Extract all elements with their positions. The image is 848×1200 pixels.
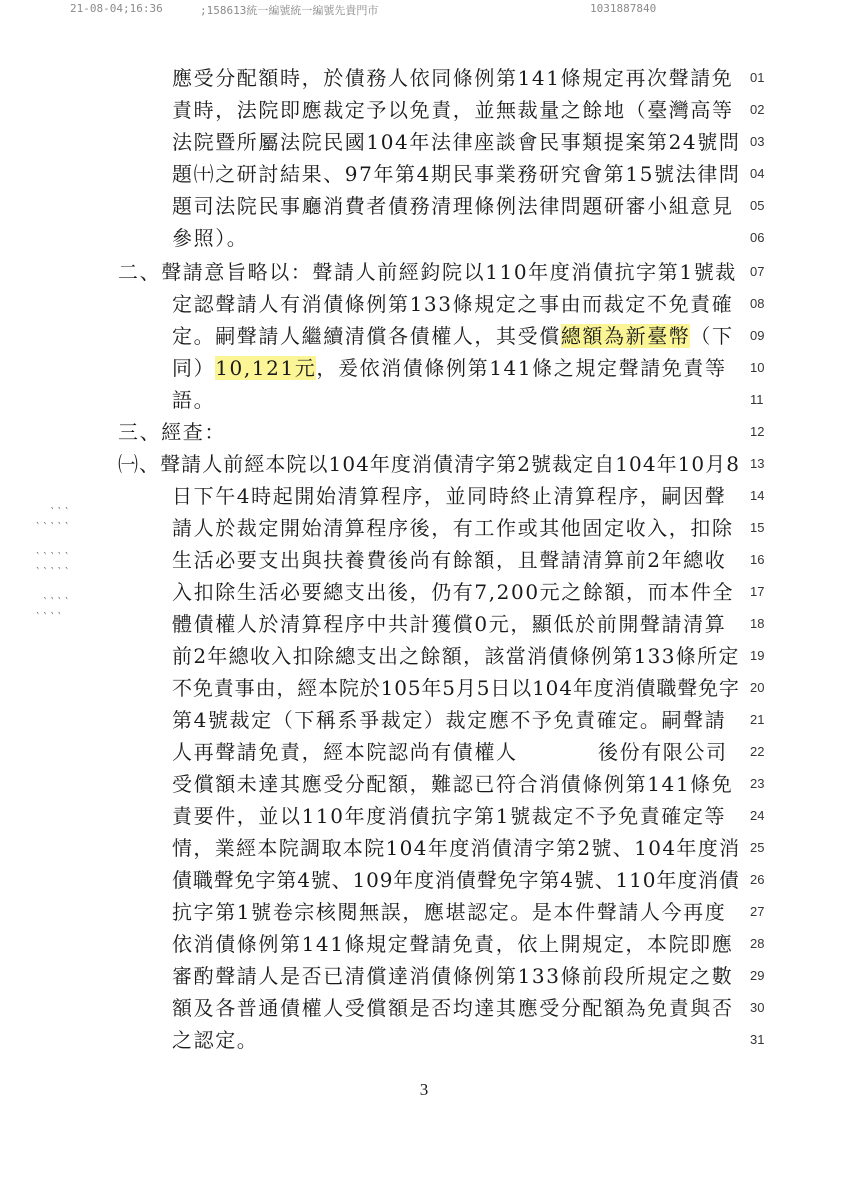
line-text: 第4號裁定（下稱系爭裁定）裁定應不予免責確定。嗣聲請 xyxy=(172,708,727,732)
line-text: 依消債條例第141條規定聲請免責，依上開規定，本院即應 xyxy=(172,932,734,956)
document-line xyxy=(0,320,848,352)
line-text: 定認聲請人有消債條例第133條規定之事由而裁定不免責確 xyxy=(172,292,734,316)
line-number: 10 xyxy=(750,360,765,375)
line-number: 17 xyxy=(750,584,765,599)
line-number: 01 xyxy=(750,70,765,85)
document-line xyxy=(0,1024,848,1056)
highlighted-amount: 10,121元 xyxy=(215,356,317,380)
fax-header-right: 1031887840 xyxy=(590,2,657,15)
document-line xyxy=(0,736,848,768)
page-number: 3 xyxy=(419,1080,429,1099)
line-text-after: ，爰依消債條例第141條之規定聲請免責等 xyxy=(316,356,727,380)
line-text: 語。 xyxy=(172,388,216,412)
line-text-before: 同） xyxy=(172,356,216,380)
document-line xyxy=(0,832,848,864)
line-text: 入扣除生活必要總支出後，仍有7,200元之餘額，而本件全 xyxy=(172,580,735,604)
document-line xyxy=(0,640,848,672)
line-text: 法院暨所屬法院民國104年法律座談會民事類提案第24號問 xyxy=(172,130,741,154)
document-line xyxy=(0,94,848,126)
document-line xyxy=(0,864,848,896)
line-number: 12 xyxy=(750,424,765,439)
line-number: 06 xyxy=(750,230,765,245)
line-number: 18 xyxy=(750,616,765,631)
line-number: 26 xyxy=(750,872,765,887)
line-number: 30 xyxy=(750,1000,765,1015)
document-line xyxy=(0,544,848,576)
document-line xyxy=(0,158,848,190)
line-text: 二、聲請意旨略以：聲請人前經鈞院以110年度消債抗字第1號裁 xyxy=(118,260,737,284)
document-line xyxy=(0,768,848,800)
line-text: 責時，法院即應裁定予以免責，並無裁量之餘地（臺灣高等 xyxy=(172,98,734,122)
line-text: 情，業經本院調取本院104年度消債清字第2號、104年度消 xyxy=(172,836,741,860)
line-text: 之認定。 xyxy=(172,1028,259,1052)
line-text: 審酌聲請人是否已清償達消債條例第133條前段所規定之數 xyxy=(172,964,734,988)
line-number: 07 xyxy=(750,264,765,279)
document-line xyxy=(0,800,848,832)
line-text: 債職聲免字第4號、109年度消債聲免字第4號、110年度消債 xyxy=(172,868,740,892)
line-number: 29 xyxy=(750,968,765,983)
line-number: 04 xyxy=(750,166,765,181)
line-text: 體債權人於清算程序中共計獲償0元，顯低於前開聲請清算 xyxy=(172,612,727,636)
line-text: 請人於裁定開始清算程序後，有工作或其他固定收入，扣除 xyxy=(172,516,734,540)
line-number: 25 xyxy=(750,840,765,855)
line-number: 20 xyxy=(750,680,765,695)
line-number: 13 xyxy=(750,456,765,471)
line-text: 額及各普通債權人受償額是否均達其應受分配額為免責與否 xyxy=(172,996,734,1020)
document-line xyxy=(0,190,848,222)
line-number: 23 xyxy=(750,776,765,791)
document-line xyxy=(0,512,848,544)
highlighted-text: 總額為新臺幣 xyxy=(560,324,691,348)
document-line xyxy=(0,608,848,640)
line-text-after: 後份有限公司 xyxy=(598,740,728,764)
line-text: 生活必要支出與扶養費後尚有餘額，且聲請清算前2年總收 xyxy=(172,548,727,572)
line-text-before: 定。嗣聲請人繼續清償各債權人，其受償 xyxy=(172,324,561,348)
line-text xyxy=(172,352,727,384)
document-line xyxy=(0,480,848,512)
document-line xyxy=(0,448,848,480)
line-number: 31 xyxy=(750,1032,765,1047)
document-line xyxy=(0,992,848,1024)
document-line xyxy=(0,896,848,928)
line-text: 責要件，並以110年度消債抗字第1號裁定不予免責確定等 xyxy=(172,804,727,828)
line-number: 16 xyxy=(750,552,765,567)
document-line xyxy=(0,960,848,992)
line-number: 09 xyxy=(750,328,765,343)
document-line xyxy=(0,256,848,288)
line-number: 24 xyxy=(750,808,765,823)
line-number: 22 xyxy=(750,744,765,759)
line-number: 27 xyxy=(750,904,765,919)
line-number: 15 xyxy=(750,520,765,535)
document-line xyxy=(0,416,848,448)
document-line xyxy=(0,672,848,704)
line-number: 19 xyxy=(750,648,765,663)
line-text: 前2年總收入扣除總支出之餘額，該當消債條例第133條所定 xyxy=(172,644,740,668)
document-line xyxy=(0,576,848,608)
document-line xyxy=(0,704,848,736)
line-text: 抗字第1號卷宗核閱無誤，應堪認定。是本件聲請人今再度 xyxy=(172,900,727,924)
line-number: 28 xyxy=(750,936,765,951)
document-line xyxy=(0,62,848,94)
document-line xyxy=(0,928,848,960)
fax-header-left: 21-08-04;16:36 xyxy=(70,2,163,15)
line-text: 題㈩之研討結果、97年第4期民事業務研究會第15號法律問 xyxy=(172,162,741,186)
line-number: 11 xyxy=(750,392,764,407)
line-text: ㈠、聲請人前經本院以104年度消債清字第2號裁定自104年10月8 xyxy=(118,452,741,476)
line-text: 題司法院民事廳消費者債務清理條例法律問題研審小組意見 xyxy=(172,194,734,218)
line-number: 02 xyxy=(750,102,765,117)
line-text: 受償額未達其應受分配額，難認已符合消債條例第141條免 xyxy=(172,772,734,796)
line-text-before: 人再聲請免責，經本院認尚有債權人 xyxy=(172,740,518,764)
document-line xyxy=(0,384,848,416)
line-text: 不免責事由，經本院於105年5月5日以104年度消債職聲免字 xyxy=(172,676,740,700)
line-text: 三、經查： xyxy=(118,420,226,444)
document-line xyxy=(0,126,848,158)
line-text: 參照）。 xyxy=(172,226,249,250)
binding-hole-marks: ‵‵‵ ‵‵‵‵‵ ‵‵‵‵‵ ‵‵‵‵‵ ‵‵‵‵ ‵‵‵‵ xyxy=(34,505,71,624)
document-line xyxy=(0,222,848,254)
fax-header-middle: ;158613統一編號統一編號先貴門市 xyxy=(200,4,379,17)
line-text: 日下午4時起開始清算程序，並同時終止清算程序，嗣因聲 xyxy=(172,484,727,508)
document-line xyxy=(0,288,848,320)
line-number: 14 xyxy=(750,488,765,503)
line-number: 03 xyxy=(750,134,765,149)
document-line xyxy=(0,352,848,384)
line-text: 應受分配額時，於債務人依同條例第141條規定再次聲請免 xyxy=(172,66,734,90)
line-text-after: （下 xyxy=(690,324,734,348)
line-number: 05 xyxy=(750,198,765,213)
line-text xyxy=(172,320,734,352)
fax-header xyxy=(70,2,830,20)
line-number: 08 xyxy=(750,296,765,311)
line-number: 21 xyxy=(750,712,765,727)
